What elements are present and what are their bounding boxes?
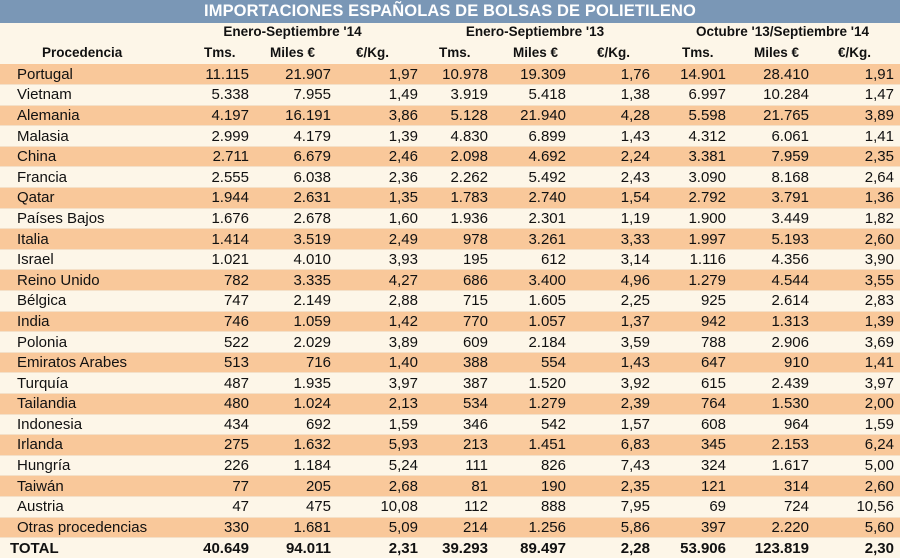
table-row [0,311,900,332]
cell-price-14: 2,31 [337,538,424,558]
cell-tons-14: 4.197 [188,105,255,126]
column-header-price-12m: €/Kg. [838,45,872,60]
cell-euros-14: 1.935 [255,373,337,394]
table-row [0,373,900,394]
cell-tons-13: 2.098 [424,146,494,167]
cell-tons-13: 715 [424,291,494,312]
cell-euros-14: 716 [255,352,337,373]
cell-price-13: 2,39 [572,394,656,415]
table-row [0,126,900,147]
data-table-body [0,64,900,558]
cell-price-12m: 1,59 [815,414,900,435]
cell-price-12m: 5,00 [815,455,900,476]
cell-tons-12m: 1.900 [656,208,732,229]
cell-price-13: 1,43 [572,352,656,373]
cell-price-12m: 6,24 [815,435,900,456]
cell-price-12m: 10,56 [815,496,900,517]
cell-euros-14: 205 [255,476,337,497]
cell-euros-14: 692 [255,414,337,435]
cell-price-13: 2,28 [572,538,656,558]
cell-tons-12m: 647 [656,352,732,373]
cell-euros-12m: 2.220 [732,517,815,538]
cell-tons-12m: 14.901 [656,64,732,85]
cell-tons-14: 47 [188,496,255,517]
cell-tons-14: 40.649 [188,538,255,558]
cell-euros-12m: 1.530 [732,394,815,415]
cell-tons-13: 39.293 [424,538,494,558]
cell-price-13: 2,35 [572,476,656,497]
cell-euros-13: 2.301 [494,208,572,229]
table-row [0,105,900,126]
cell-price-13: 5,86 [572,517,656,538]
table-row [0,167,900,188]
cell-tons-14: 2.555 [188,167,255,188]
table-title: IMPORTACIONES ESPAÑOLAS DE BOLSAS DE POLIETILENO [0,0,900,23]
cell-tons-14: 1.021 [188,249,255,270]
cell-tons-13: 978 [424,229,494,250]
cell-tons-12m: 788 [656,332,732,353]
cell-tons-14: 330 [188,517,255,538]
cell-price-12m: 1,36 [815,188,900,209]
cell-euros-13: 542 [494,414,572,435]
table-row [0,496,900,517]
column-header-tons-13: Tms. [439,45,471,60]
cell-euros-12m: 4.544 [732,270,815,291]
cell-tons-12m: 4.312 [656,126,732,147]
cell-euros-14: 3.335 [255,270,337,291]
cell-price-12m: 1,47 [815,85,900,106]
cell-euros-14: 2.678 [255,208,337,229]
cell-origin: Alemania [0,105,188,126]
cell-euros-13: 89.497 [494,538,572,558]
cell-price-12m: 3,89 [815,105,900,126]
cell-origin: Hungría [0,455,188,476]
cell-euros-12m: 6.061 [732,126,815,147]
cell-price-13: 6,83 [572,435,656,456]
table-row [0,414,900,435]
cell-tons-14: 5.338 [188,85,255,106]
cell-origin: Emiratos Arabes [0,352,188,373]
cell-tons-13: 111 [424,455,494,476]
cell-euros-14: 2.029 [255,332,337,353]
cell-tons-13: 609 [424,332,494,353]
cell-tons-13: 770 [424,311,494,332]
cell-tons-14: 746 [188,311,255,332]
cell-tons-14: 11.115 [188,64,255,85]
table-row [0,85,900,106]
cell-tons-13: 214 [424,517,494,538]
cell-euros-13: 4.692 [494,146,572,167]
cell-tons-14: 522 [188,332,255,353]
cell-euros-12m: 724 [732,496,815,517]
cell-price-14: 3,86 [337,105,424,126]
cell-price-13: 7,95 [572,496,656,517]
table-row [0,64,900,85]
cell-tons-14: 513 [188,352,255,373]
cell-price-12m: 2,30 [815,538,900,558]
cell-tons-12m: 1.997 [656,229,732,250]
cell-price-12m: 2,35 [815,146,900,167]
cell-euros-13: 1.451 [494,435,572,456]
cell-price-12m: 2,00 [815,394,900,415]
cell-origin: China [0,146,188,167]
cell-euros-14: 2.149 [255,291,337,312]
cell-tons-12m: 6.997 [656,85,732,106]
cell-euros-12m: 2.906 [732,332,815,353]
cell-price-14: 2,49 [337,229,424,250]
cell-origin: Reino Unido [0,270,188,291]
cell-euros-13: 1.256 [494,517,572,538]
cell-price-13: 7,43 [572,455,656,476]
cell-price-14: 5,09 [337,517,424,538]
cell-tons-13: 346 [424,414,494,435]
cell-euros-13: 2.740 [494,188,572,209]
cell-tons-13: 686 [424,270,494,291]
cell-tons-13: 5.128 [424,105,494,126]
cell-price-12m: 2,60 [815,229,900,250]
cell-euros-13: 1.279 [494,394,572,415]
cell-tons-13: 3.919 [424,85,494,106]
group-header-ene-sep-14: Enero-Septiembre '14 [223,24,362,39]
column-header-origin: Procedencia [42,45,123,60]
cell-euros-12m: 2.439 [732,373,815,394]
cell-euros-13: 21.940 [494,105,572,126]
cell-price-14: 1,59 [337,414,424,435]
cell-euros-12m: 4.356 [732,249,815,270]
cell-price-14: 1,97 [337,64,424,85]
cell-tons-13: 1.936 [424,208,494,229]
cell-euros-12m: 21.765 [732,105,815,126]
column-header-price-14: €/Kg. [356,45,390,60]
cell-origin: Austria [0,496,188,517]
cell-tons-13: 112 [424,496,494,517]
cell-tons-14: 226 [188,455,255,476]
cell-price-13: 3,33 [572,229,656,250]
cell-euros-12m: 2.614 [732,291,815,312]
cell-euros-12m: 3.449 [732,208,815,229]
cell-price-13: 1,76 [572,64,656,85]
table-header [0,23,900,65]
cell-price-13: 2,25 [572,291,656,312]
cell-euros-14: 1.681 [255,517,337,538]
cell-price-14: 1,60 [337,208,424,229]
cell-euros-14: 6.679 [255,146,337,167]
cell-euros-14: 1.024 [255,394,337,415]
cell-euros-14: 4.010 [255,249,337,270]
cell-price-13: 2,43 [572,167,656,188]
cell-tons-12m: 615 [656,373,732,394]
table-row [0,208,900,229]
total-row [0,538,900,558]
cell-price-12m: 2,64 [815,167,900,188]
cell-tons-14: 782 [188,270,255,291]
cell-price-14: 4,27 [337,270,424,291]
cell-euros-13: 3.400 [494,270,572,291]
cell-tons-14: 275 [188,435,255,456]
cell-euros-13: 190 [494,476,572,497]
cell-tons-13: 81 [424,476,494,497]
cell-price-14: 1,35 [337,188,424,209]
cell-origin: Irlanda [0,435,188,456]
cell-price-14: 1,39 [337,126,424,147]
cell-price-12m: 3,97 [815,373,900,394]
cell-origin: Otras procedencias [0,517,188,538]
cell-price-14: 5,24 [337,455,424,476]
cell-origin: Tailandia [0,394,188,415]
cell-euros-14: 21.907 [255,64,337,85]
cell-tons-12m: 942 [656,311,732,332]
cell-origin: Israel [0,249,188,270]
table-row [0,249,900,270]
table-row [0,476,900,497]
group-header-oct13-sep14: Octubre '13/Septiembre '14 [696,24,869,39]
cell-price-14: 2,13 [337,394,424,415]
cell-price-12m: 2,60 [815,476,900,497]
cell-origin: India [0,311,188,332]
table-row [0,146,900,167]
table-row [0,394,900,415]
cell-tons-13: 387 [424,373,494,394]
cell-price-14: 2,68 [337,476,424,497]
cell-origin: Polonia [0,332,188,353]
cell-euros-14: 7.955 [255,85,337,106]
cell-euros-12m: 1.617 [732,455,815,476]
cell-euros-13: 3.261 [494,229,572,250]
cell-price-12m: 3,90 [815,249,900,270]
cell-origin: Bélgica [0,291,188,312]
cell-euros-12m: 7.959 [732,146,815,167]
data-table [0,64,900,558]
cell-price-14: 5,93 [337,435,424,456]
cell-euros-13: 5.418 [494,85,572,106]
cell-origin: Qatar [0,188,188,209]
cell-tons-12m: 1.279 [656,270,732,291]
cell-euros-13: 19.309 [494,64,572,85]
cell-euros-13: 826 [494,455,572,476]
cell-tons-12m: 1.116 [656,249,732,270]
cell-origin: Indonesia [0,414,188,435]
cell-euros-14: 4.179 [255,126,337,147]
cell-price-12m: 1,41 [815,352,900,373]
cell-euros-13: 6.899 [494,126,572,147]
cell-price-13: 1,19 [572,208,656,229]
cell-tons-12m: 53.906 [656,538,732,558]
cell-tons-12m: 69 [656,496,732,517]
cell-price-13: 3,59 [572,332,656,353]
cell-euros-14: 1.632 [255,435,337,456]
cell-price-13: 4,28 [572,105,656,126]
cell-tons-12m: 925 [656,291,732,312]
table-row [0,332,900,353]
cell-tons-12m: 2.792 [656,188,732,209]
cell-euros-12m: 10.284 [732,85,815,106]
table-row [0,291,900,312]
cell-euros-13: 888 [494,496,572,517]
cell-price-13: 4,96 [572,270,656,291]
cell-tons-14: 1.676 [188,208,255,229]
cell-price-14: 10,08 [337,496,424,517]
cell-euros-13: 612 [494,249,572,270]
cell-origin: Portugal [0,64,188,85]
cell-tons-12m: 324 [656,455,732,476]
table-row [0,517,900,538]
table-row [0,229,900,250]
column-header-price-13: €/Kg. [597,45,631,60]
cell-price-13: 1,37 [572,311,656,332]
cell-tons-12m: 121 [656,476,732,497]
cell-price-12m: 1,91 [815,64,900,85]
cell-euros-12m: 314 [732,476,815,497]
cell-tons-14: 77 [188,476,255,497]
cell-euros-14: 475 [255,496,337,517]
cell-tons-13: 2.262 [424,167,494,188]
column-header-euros-12m: Miles € [754,45,800,60]
cell-price-12m: 3,55 [815,270,900,291]
table-row [0,352,900,373]
cell-euros-12m: 2.153 [732,435,815,456]
column-header-euros-13: Miles € [513,45,559,60]
cell-tons-12m: 345 [656,435,732,456]
cell-euros-14: 3.519 [255,229,337,250]
cell-euros-12m: 3.791 [732,188,815,209]
cell-tons-12m: 608 [656,414,732,435]
cell-tons-14: 487 [188,373,255,394]
cell-euros-14: 1.059 [255,311,337,332]
cell-price-14: 1,42 [337,311,424,332]
cell-price-14: 3,97 [337,373,424,394]
cell-euros-13: 2.184 [494,332,572,353]
column-header-euros-14: Miles € [270,45,316,60]
cell-price-14: 3,89 [337,332,424,353]
cell-euros-14: 2.631 [255,188,337,209]
cell-tons-13: 388 [424,352,494,373]
cell-tons-14: 2.999 [188,126,255,147]
cell-origin: Taiwán [0,476,188,497]
table-row [0,435,900,456]
column-header-tons-14: Tms. [204,45,236,60]
cell-price-13: 3,92 [572,373,656,394]
cell-price-12m: 2,83 [815,291,900,312]
cell-euros-13: 1.520 [494,373,572,394]
cell-price-12m: 3,69 [815,332,900,353]
cell-price-12m: 1,41 [815,126,900,147]
cell-price-13: 1,54 [572,188,656,209]
column-header-tons-12m: Tms. [682,45,714,60]
cell-euros-12m: 964 [732,414,815,435]
cell-euros-14: 94.011 [255,538,337,558]
cell-euros-13: 1.057 [494,311,572,332]
cell-origin: TOTAL [0,538,188,558]
cell-tons-14: 480 [188,394,255,415]
cell-origin: Italia [0,229,188,250]
cell-origin: Países Bajos [0,208,188,229]
cell-euros-13: 554 [494,352,572,373]
cell-price-14: 3,93 [337,249,424,270]
cell-tons-14: 2.711 [188,146,255,167]
cell-tons-12m: 3.381 [656,146,732,167]
cell-tons-12m: 764 [656,394,732,415]
cell-euros-13: 1.605 [494,291,572,312]
cell-tons-13: 1.783 [424,188,494,209]
cell-origin: Vietnam [0,85,188,106]
cell-price-13: 2,24 [572,146,656,167]
cell-price-14: 1,40 [337,352,424,373]
cell-price-13: 3,14 [572,249,656,270]
table-row [0,270,900,291]
cell-euros-12m: 910 [732,352,815,373]
cell-tons-14: 747 [188,291,255,312]
cell-price-14: 2,88 [337,291,424,312]
cell-euros-12m: 5.193 [732,229,815,250]
cell-tons-13: 213 [424,435,494,456]
cell-euros-14: 1.184 [255,455,337,476]
cell-tons-12m: 3.090 [656,167,732,188]
cell-tons-14: 434 [188,414,255,435]
cell-price-12m: 1,82 [815,208,900,229]
cell-tons-14: 1.944 [188,188,255,209]
table-row [0,455,900,476]
cell-euros-12m: 8.168 [732,167,815,188]
cell-price-13: 1,57 [572,414,656,435]
cell-tons-13: 195 [424,249,494,270]
cell-euros-14: 16.191 [255,105,337,126]
group-header-ene-sep-13: Enero-Septiembre '13 [465,24,605,39]
cell-tons-13: 4.830 [424,126,494,147]
cell-origin: Malasia [0,126,188,147]
cell-euros-12m: 1.313 [732,311,815,332]
cell-tons-14: 1.414 [188,229,255,250]
cell-price-14: 2,46 [337,146,424,167]
cell-origin: Turquía [0,373,188,394]
cell-tons-13: 10.978 [424,64,494,85]
cell-euros-13: 5.492 [494,167,572,188]
cell-price-13: 1,43 [572,126,656,147]
cell-price-12m: 5,60 [815,517,900,538]
cell-euros-12m: 28.410 [732,64,815,85]
cell-price-14: 2,36 [337,167,424,188]
cell-tons-13: 534 [424,394,494,415]
cell-price-12m: 1,39 [815,311,900,332]
cell-tons-12m: 5.598 [656,105,732,126]
cell-origin: Francia [0,167,188,188]
cell-tons-12m: 397 [656,517,732,538]
cell-price-14: 1,49 [337,85,424,106]
cell-price-13: 1,38 [572,85,656,106]
cell-euros-14: 6.038 [255,167,337,188]
cell-euros-12m: 123.819 [732,538,815,558]
table-row [0,188,900,209]
